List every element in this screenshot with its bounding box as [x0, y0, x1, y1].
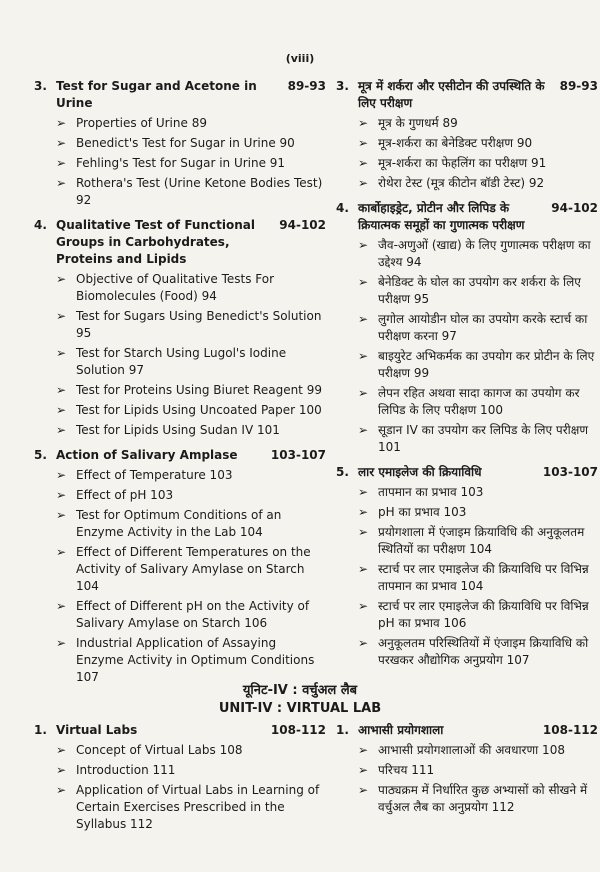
- toc-item: [56, 135, 326, 152]
- section-heading: [336, 722, 598, 739]
- toc-item-text: परिचय 111: [378, 763, 435, 777]
- arrow-bullet-icon: ➢: [56, 508, 67, 522]
- unit-heading-hindi: यूनिट-IV : वर्चुअल लैब: [242, 683, 358, 698]
- section-title: लार एमाइलेज की क्रियाविधि: [358, 465, 482, 479]
- arrow-bullet-icon: ➢: [56, 783, 67, 797]
- arrow-bullet-icon: ➢: [358, 156, 369, 170]
- arrow-bullet-icon: ➢: [56, 599, 67, 613]
- unit-contents-hindi: [336, 722, 598, 824]
- section-number: 4.: [34, 218, 47, 232]
- arrow-bullet-icon: ➢: [358, 275, 369, 289]
- toc-item: [56, 155, 326, 172]
- arrow-bullet-icon: ➢: [56, 346, 67, 360]
- arrow-bullet-icon: ➢: [56, 136, 67, 150]
- section-pages: 94-102: [279, 218, 326, 232]
- toc-section: [336, 464, 598, 669]
- section-heading: [34, 217, 326, 268]
- toc-item: [56, 742, 326, 759]
- section-pages: 108-112: [542, 723, 598, 737]
- toc-section: [336, 722, 598, 816]
- section-number: 5.: [34, 448, 47, 462]
- toc-item: [56, 487, 326, 504]
- arrow-bullet-icon: ➢: [358, 116, 369, 130]
- toc-item-text: Concept of Virtual Labs 108: [76, 743, 243, 757]
- arrow-bullet-icon: ➢: [56, 156, 67, 170]
- section-pages: 103-107: [270, 448, 326, 462]
- toc-item-text: लेपन रहित अथवा सादा कागज का उपयोग कर लिपिड के लिए परीक्षण 100: [378, 386, 580, 417]
- toc-item: [358, 635, 598, 669]
- arrow-bullet-icon: ➢: [56, 272, 67, 286]
- toc-item: [56, 271, 326, 305]
- unit-heading-english: UNIT-IV : VIRTUAL LAB: [218, 701, 382, 716]
- toc-item-text: Effect of pH 103: [76, 488, 174, 502]
- section-title: मूत्र में शर्करा और एसीटोन की उपस्थिति के लिए परीक्षण: [358, 79, 545, 110]
- toc-item-text: Effect of Temperature 103: [76, 468, 233, 482]
- toc-section: [34, 722, 326, 833]
- toc-item: [56, 175, 326, 209]
- section-number: 1.: [34, 723, 47, 737]
- arrow-bullet-icon: ➢: [56, 423, 67, 437]
- toc-item: [56, 635, 326, 686]
- section-title: Qualitative Test of Functional Groups in Carbohydrates, Proteins and Lipids: [56, 218, 255, 266]
- toc-item: [358, 422, 598, 456]
- toc-item: [358, 385, 598, 419]
- arrow-bullet-icon: ➢: [56, 763, 67, 777]
- contents-column-english: [34, 78, 326, 694]
- toc-item: [358, 504, 598, 521]
- toc-item-text: Benedict's Test for Sugar in Urine 90: [76, 136, 295, 150]
- toc-item: [56, 544, 326, 595]
- toc-item-text: आभासी प्रयोगशालाओं की अवधारणा 108: [378, 743, 565, 757]
- arrow-bullet-icon: ➢: [358, 783, 369, 797]
- section-number: 5.: [336, 465, 349, 479]
- toc-item-text: बाइयुरेट अभिकर्मक का उपयोग कर प्रोटीन के लिए परीक्षण 99: [378, 349, 595, 380]
- arrow-bullet-icon: ➢: [56, 468, 67, 482]
- toc-item-text: pH का प्रभाव 103: [378, 505, 467, 519]
- toc-item-text: जैव-अणुओं (खाद्य) के लिए गुणात्मक परीक्षण का उद्देश्य 94: [378, 238, 591, 269]
- unit-contents-english: [34, 722, 326, 841]
- toc-item: [56, 782, 326, 833]
- section-heading: [336, 200, 598, 234]
- section-heading: [34, 447, 326, 464]
- arrow-bullet-icon: ➢: [358, 136, 369, 150]
- toc-item-text: रोथेरा टेस्ट (मूत्र कीटोन बॉडी टेस्ट) 92: [378, 176, 545, 190]
- toc-item-text: मूत्र के गुणधर्म 89: [378, 116, 458, 130]
- toc-item-text: बेनेडिक्ट के घोल का उपयोग कर शर्करा के लिए परीक्षण 95: [378, 275, 581, 306]
- section-title: Virtual Labs: [56, 723, 138, 737]
- toc-item: [358, 155, 598, 172]
- toc-item: [358, 311, 598, 345]
- arrow-bullet-icon: ➢: [358, 599, 369, 613]
- section-number: 3.: [336, 79, 349, 93]
- toc-item-text: मूत्र-शर्करा का फेहलिंग का परीक्षण 91: [378, 156, 547, 170]
- arrow-bullet-icon: ➢: [358, 485, 369, 499]
- section-pages: 89-93: [287, 79, 326, 93]
- section-heading: [34, 78, 326, 112]
- toc-item: [358, 135, 598, 152]
- toc-item: [56, 308, 326, 342]
- arrow-bullet-icon: ➢: [358, 505, 369, 519]
- toc-item-text: Rothera's Test (Urine Ketone Bodies Test) 92: [76, 176, 323, 207]
- toc-item-text: पाठ्यक्रम में निर्धारित कुछ अभ्यासों को सीखने में वर्चुअल लैब का अनुप्रयोग 112: [378, 783, 588, 814]
- toc-item-text: Objective of Qualitative Tests For Biomolecules (Food) 94: [76, 272, 275, 303]
- arrow-bullet-icon: ➢: [358, 238, 369, 252]
- toc-item-text: Fehling's Test for Sugar in Urine 91: [76, 156, 286, 170]
- toc-item: [358, 115, 598, 132]
- toc-item-text: Test for Proteins Using Biuret Reagent 99: [76, 383, 322, 397]
- toc-item: [56, 507, 326, 541]
- section-title: Action of Salivary Amplase: [56, 448, 238, 462]
- toc-item-text: Effect of Different pH on the Activity of Salivary Amylase on Starch 106: [76, 599, 310, 630]
- toc-item: [56, 598, 326, 632]
- toc-item: [358, 484, 598, 501]
- toc-item: [358, 237, 598, 271]
- toc-section: [336, 78, 598, 192]
- section-title: आभासी प्रयोगशाला: [358, 723, 444, 737]
- contents-column-hindi: [336, 78, 598, 677]
- arrow-bullet-icon: ➢: [358, 386, 369, 400]
- toc-item: [56, 382, 326, 399]
- arrow-bullet-icon: ➢: [56, 545, 67, 559]
- toc-item-text: स्टार्च पर लार एमाइलेज की क्रियाविधि पर विभिन्न तापमान का प्रभाव 104: [378, 562, 589, 593]
- toc-item: [358, 561, 598, 595]
- toc-section: [34, 217, 326, 439]
- arrow-bullet-icon: ➢: [358, 525, 369, 539]
- arrow-bullet-icon: ➢: [358, 763, 369, 777]
- section-number: 3.: [34, 79, 47, 93]
- arrow-bullet-icon: ➢: [358, 636, 369, 650]
- section-number: 4.: [336, 201, 349, 215]
- section-heading: [336, 464, 598, 481]
- toc-item-text: स्टार्च पर लार एमाइलेज की क्रियाविधि पर विभिन्न pH का प्रभाव 106: [378, 599, 589, 630]
- arrow-bullet-icon: ➢: [56, 309, 67, 323]
- arrow-bullet-icon: ➢: [56, 176, 67, 190]
- toc-item: [56, 422, 326, 439]
- section-number: 1.: [336, 723, 349, 737]
- toc-section: [336, 200, 598, 456]
- toc-item-text: प्रयोगशाला में एंजाइम क्रियाविधि की अनुकूलतम स्थितियों का परीक्षण 104: [378, 525, 585, 556]
- toc-item-text: Test for Sugars Using Benedict's Solution 95: [76, 309, 322, 340]
- arrow-bullet-icon: ➢: [56, 636, 67, 650]
- arrow-bullet-icon: ➢: [358, 423, 369, 437]
- toc-item-text: सूडान IV का उपयोग कर लिपिड के लिए परीक्षण 101: [378, 423, 589, 454]
- toc-item-text: Properties of Urine 89: [76, 116, 207, 130]
- toc-item-text: Industrial Application of Assaying Enzyme Activity in Optimum Conditions 107: [76, 636, 315, 684]
- section-pages: 108-112: [270, 723, 326, 737]
- toc-item: [358, 742, 598, 759]
- section-heading: [34, 722, 326, 739]
- toc-item: [358, 762, 598, 779]
- arrow-bullet-icon: ➢: [56, 116, 67, 130]
- arrow-bullet-icon: ➢: [358, 562, 369, 576]
- toc-item-text: Test for Lipids Using Uncoated Paper 100: [76, 403, 322, 417]
- arrow-bullet-icon: ➢: [358, 312, 369, 326]
- section-pages: 89-93: [559, 79, 598, 93]
- toc-item-text: Test for Starch Using Lugol's Iodine Solution 97: [76, 346, 287, 377]
- arrow-bullet-icon: ➢: [56, 403, 67, 417]
- arrow-bullet-icon: ➢: [358, 176, 369, 190]
- toc-item-text: मूत्र-शर्करा का बेनेडिक्ट परीक्षण 90: [378, 136, 533, 150]
- toc-item-text: Effect of Different Temperatures on the Activity of Salivary Amylase on Starch 104: [76, 545, 311, 593]
- toc-section: [34, 78, 326, 209]
- arrow-bullet-icon: ➢: [56, 743, 67, 757]
- toc-item-text: अनुकूलतम परिस्थितियों में एंजाइम क्रियाविधि को परखकर औद्योगिक अनुप्रयोग 107: [378, 636, 589, 667]
- toc-section: [34, 447, 326, 686]
- toc-item: [56, 345, 326, 379]
- arrow-bullet-icon: ➢: [358, 743, 369, 757]
- section-title: कार्बोहाइड्रेट, प्रोटीन और लिपिड के क्रियात्मक समूहों का गुणात्मक परीक्षण: [358, 201, 525, 232]
- section-pages: 94-102: [551, 201, 598, 215]
- toc-item: [56, 115, 326, 132]
- toc-item: [358, 782, 598, 816]
- toc-item: [56, 402, 326, 419]
- toc-item: [358, 598, 598, 632]
- toc-item-text: Introduction 111: [76, 763, 176, 777]
- toc-item-text: तापमान का प्रभाव 103: [378, 485, 484, 499]
- arrow-bullet-icon: ➢: [358, 349, 369, 363]
- arrow-bullet-icon: ➢: [56, 488, 67, 502]
- toc-item: [358, 348, 598, 382]
- page-number: (viii): [285, 52, 315, 65]
- toc-item-text: Test for Optimum Conditions of an Enzyme Activity in the Lab 104: [76, 508, 282, 539]
- toc-item: [358, 175, 598, 192]
- toc-item: [56, 762, 326, 779]
- toc-item-text: Test for Lipids Using Sudan IV 101: [76, 423, 280, 437]
- arrow-bullet-icon: ➢: [56, 383, 67, 397]
- toc-item-text: लुगोल आयोडीन घोल का उपयोग करके स्टार्च का परीक्षण करना 97: [378, 312, 588, 343]
- section-pages: 103-107: [542, 465, 598, 479]
- section-title: Test for Sugar and Acetone in Urine: [56, 79, 257, 110]
- toc-item-text: Application of Virtual Labs in Learning of Certain Exercises Prescribed in the Syllabus 112: [76, 783, 320, 831]
- section-heading: [336, 78, 598, 112]
- toc-item: [358, 524, 598, 558]
- toc-item: [56, 467, 326, 484]
- toc-item: [358, 274, 598, 308]
